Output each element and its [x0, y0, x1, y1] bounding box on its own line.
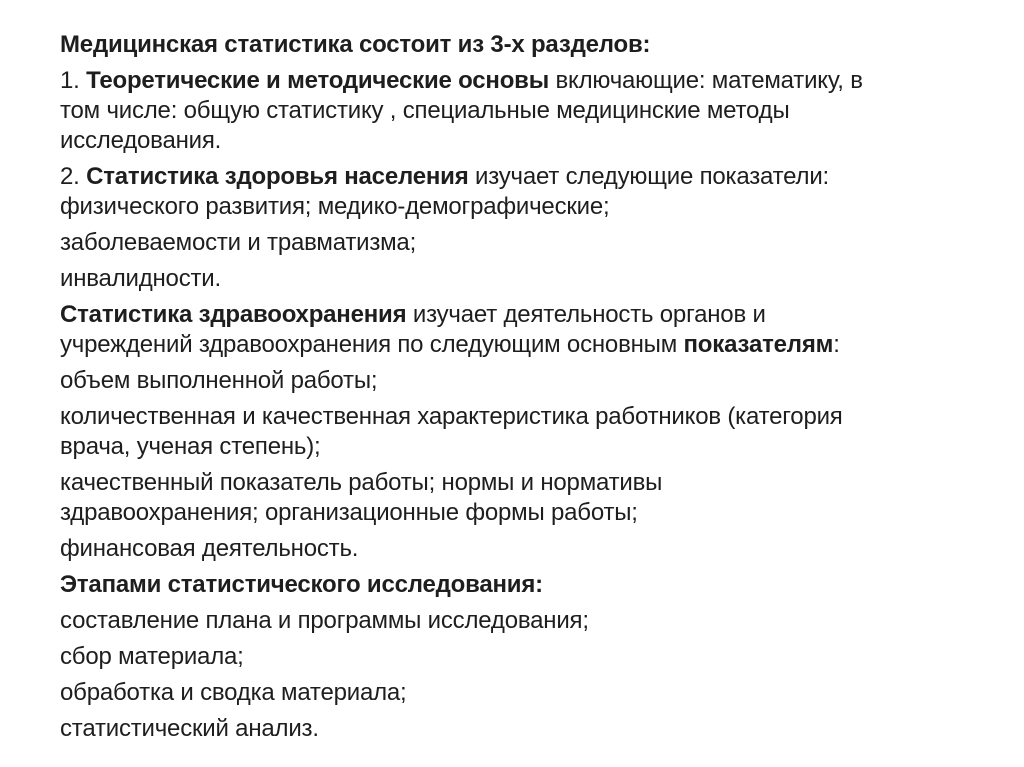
section-health: [60, 162, 960, 222]
slide-heading: Медицинская статистика состоит из 3-х разделов:: [60, 31, 651, 58]
stage-item: обработка и сводка материала;: [60, 679, 407, 706]
section-health-line1: [60, 162, 960, 192]
section-theory-title: Теоретические и методические основы: [86, 67, 550, 94]
stages-title: Этапами статистического исследования:: [60, 571, 543, 598]
section-theory-text: включающие: математику, в: [549, 67, 863, 94]
section-healthcare-item-line: количественная и качественная характеристика работников (категория: [60, 403, 843, 430]
section-health-title: Статистика здоровья населения: [86, 163, 469, 190]
section-healthcare-line2: [60, 330, 960, 360]
section-healthcare-item-line: качественный показатель работы; нормы и нормативы: [60, 469, 663, 496]
section-healthcare-indicators: показателям: [683, 331, 834, 358]
stage-item: статистический анализ.: [60, 715, 319, 742]
section-healthcare-item-line: врача, ученая степень);: [60, 433, 321, 460]
section-theory-line2: том числе: общую статистику , специальные медицинские методы: [60, 97, 790, 124]
section-healthcare-item: финансовая деятельность.: [60, 535, 359, 562]
section-healthcare-line1: [60, 300, 960, 330]
section-theory-line3: исследования.: [60, 127, 222, 154]
section-theory-line1: [60, 66, 960, 96]
stage-item: сбор материала;: [60, 643, 244, 670]
section-health-item: инвалидности.: [60, 265, 221, 292]
section-healthcare-colon: :: [833, 331, 840, 358]
section-healthcare-text: изучает деятельность органов и: [406, 301, 766, 328]
section-theory: [60, 66, 960, 156]
section-theory-number: 1.: [60, 67, 87, 94]
section-health-line2: физического развития; медико-демографические;: [60, 193, 610, 220]
section-health-item: заболеваемости и травматизма;: [60, 229, 417, 256]
section-healthcare-item: [60, 468, 960, 528]
section-healthcare-line2-start: учреждений здравоохранения по следующим основным: [60, 331, 684, 358]
section-healthcare-item-line: здравоохранения; организационные формы работы;: [60, 499, 638, 526]
section-health-number: 2.: [60, 163, 87, 190]
stage-item: составление плана и программы исследования;: [60, 607, 589, 634]
section-health-text: изучает следующие показатели:: [468, 163, 830, 190]
section-healthcare-item: объем выполненной работы;: [60, 367, 378, 394]
section-healthcare-title: Статистика здравоохранения: [60, 301, 407, 328]
slide-content: [60, 30, 960, 750]
section-healthcare-item: [60, 402, 960, 462]
section-healthcare: [60, 300, 960, 360]
